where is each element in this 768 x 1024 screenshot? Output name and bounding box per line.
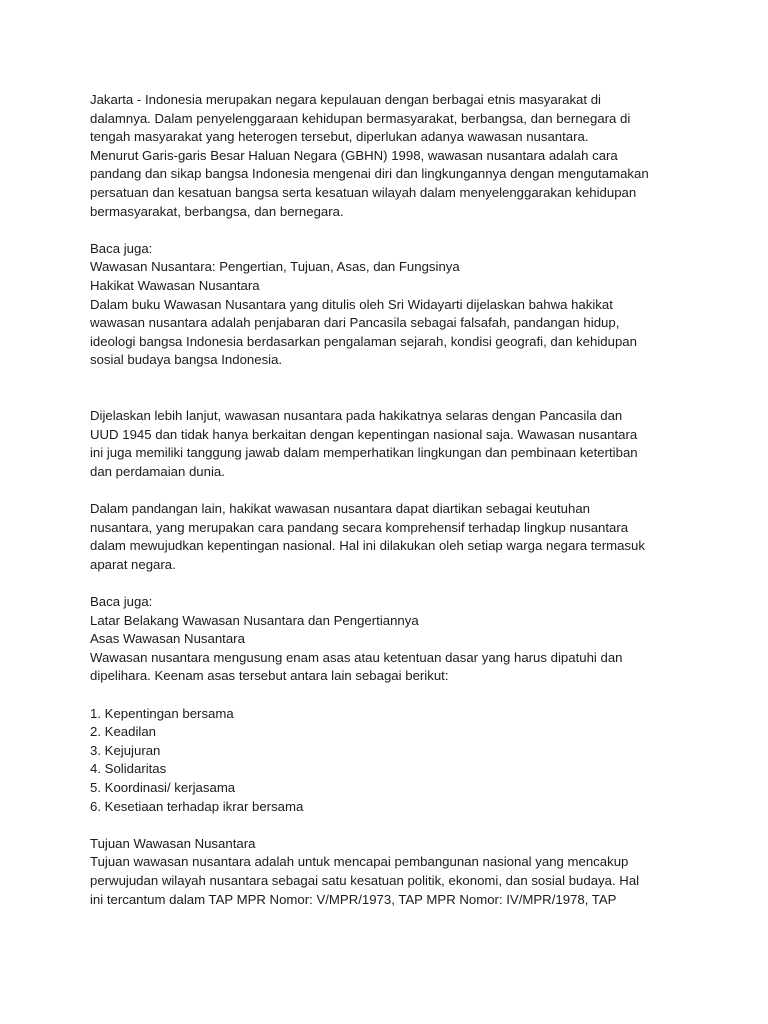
list-item: 2. Keadilan [90,724,156,740]
related-article-link[interactable]: Wawasan Nusantara: Pengertian, Tujuan, Asas, dan Fungsinya [90,259,460,275]
text-line: Jakarta - Indonesia merupakan negara kepulauan dengan berbagai etnis masyarakat di [90,92,601,107]
intro-paragraph [90,91,690,221]
text-line: sosial budaya bangsa Indonesia. [90,352,283,368]
hakikat-section [90,240,690,370]
paragraph-spacer [90,481,690,500]
text-line: dalamnya. Dalam penyelenggaraan kehidupan bermasyarakat, berbangsa, dan bernegara di [90,110,631,126]
text-line: persatuan dan kesatuan bangsa serta kesatuan wilayah dalam menyelenggarakan kehidupan [90,184,637,200]
text-line: Dalam pandangan lain, hakikat wawasan nusantara dapat diartikan sebagai keutuhan [90,501,591,517]
related-article-link[interactable]: Latar Belakang Wawasan Nusantara dan Pengertiannya [90,612,419,628]
paragraph-spacer [90,686,690,705]
text-line: aparat negara. [90,556,176,572]
text-line: dipelihara. Keenam asas tersebut antara lain sebagai berikut: [90,668,449,684]
text-line: Dijelaskan lebih lanjut, wawasan nusantara pada hakikatnya selaras dengan Pancasila dan [90,408,623,424]
text-line: Dalam buku Wawasan Nusantara yang ditulis oleh Sri Widayarti dijelaskan bahwa hakikat [90,296,613,312]
list-item: 1. Kepentingan bersama [90,705,234,721]
keutuhan-paragraph [90,500,690,574]
list-item: 5. Koordinasi/ kerjasama [90,779,236,795]
text-line: ideologi bangsa Indonesia berdasarkan pengalaman sejarah, kondisi geografi, dan kehidupan [90,333,637,349]
tujuan-section [90,835,690,909]
list-item: 6. Kesetiaan terhadap ikrar bersama [90,798,304,814]
list-item: 3. Kejujuran [90,742,161,758]
text-line: ini tercantum dalam TAP MPR Nomor: V/MPR/1973, TAP MPR Nomor: IV/MPR/1978, TAP [90,891,617,907]
text-line: dalam mewujudkan kepentingan nasional. Hal ini dilakukan oleh setiap warga negara termasuk [90,538,645,554]
baca-juga-label: Baca juga: [90,240,153,256]
text-line: wawasan nusantara adalah penjabaran dari Pancasila sebagai falsafah, pandangan hidup, [90,315,620,331]
asas-section [90,593,690,686]
asas-list [90,705,690,817]
section-heading-asas: Asas Wawasan Nusantara [90,631,245,647]
text-line: bermasyarakat, berbangsa, dan bernegara. [90,203,344,219]
text-line: tengah masyarakat yang heterogen tersebut, diperlukan adanya wawasan nusantara. [90,129,589,145]
section-heading-tujuan: Tujuan Wawasan Nusantara [90,835,256,851]
text-line: Tujuan wawasan nusantara adalah untuk mencapai pembangunan nasional yang mencakup [90,854,629,870]
text-line: pandang dan sikap bangsa Indonesia mengenai diri dan lingkungannya dengan mengutamakan [90,166,649,182]
document-body [90,91,690,909]
selaras-paragraph [90,407,690,481]
text-line: Wawasan nusantara mengusung enam asas atau ketentuan dasar yang harus dipatuhi dan [90,649,623,665]
text-line: UUD 1945 dan tidak hanya berkaitan dengan kepentingan nasional saja. Wawasan nusantara [90,426,638,442]
text-line: nusantara, yang merupakan cara pandang secara komprehensif terhadap lingkup nusantara [90,519,629,535]
paragraph-spacer [90,221,690,240]
text-line: Menurut Garis-garis Besar Haluan Negara (GBHN) 1998, wawasan nusantara adalah cara [90,147,618,163]
paragraph-spacer [90,816,690,835]
paragraph-spacer [90,370,690,407]
text-line: perwujudan wilayah nusantara sebagai satu kesatuan politik, ekonomi, dan sosial budaya. Hal [90,872,640,888]
list-item: 4. Solidaritas [90,761,167,777]
paragraph-spacer [90,574,690,593]
baca-juga-label: Baca juga: [90,594,153,610]
text-line: ini juga memiliki tanggung jawab dalam memperhatikan lingkungan dan pembinaan ketertiban [90,445,638,461]
section-heading-hakikat: Hakikat Wawasan Nusantara [90,277,260,293]
text-line: dan perdamaian dunia. [90,463,225,479]
